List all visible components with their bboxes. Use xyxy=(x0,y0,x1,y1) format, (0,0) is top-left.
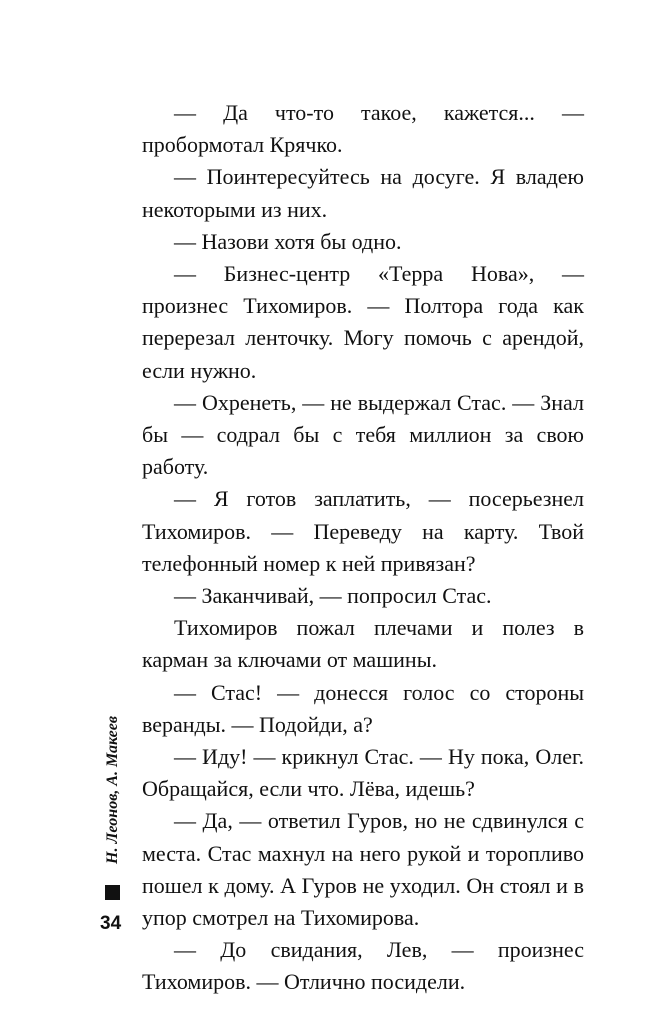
body-text xyxy=(142,97,584,999)
paragraph: — Я готов заплатить, — посерьезнел Тихомиров. — Переведу на карту. Твой телефонный номер к ней привязан? xyxy=(142,486,584,576)
paragraph: — Стас! — донесся голос со стороны веранды. — Подойди, а? xyxy=(142,679,584,737)
paragraph: — Бизнес-центр «Терра Нова», — произнес Тихомиров. — Полтора года как перерезал ленточку. Могу помочь с арендой, если нужно. xyxy=(142,261,584,383)
paragraph: — Да, — ответил Гуров, но не сдвинулся с места. Стас махнул на него рукой и торопливо пошел к дому. А Гуров не уходил. Он стоял и в упор смотрел на Тихомирова. xyxy=(142,808,584,931)
paragraph: Тихомиров пожал плечами и полез в карман за ключами от машины. xyxy=(142,615,584,673)
paragraph: — Иду! — крикнул Стас. — Ну пока, Олег. Обращайся, если что. Лёва, идешь? xyxy=(142,744,584,802)
paragraph: — Да что-то такое, кажется... — пробормотал Крячко. xyxy=(142,100,584,158)
paragraph: — Заканчивай, — попросил Стас. xyxy=(174,583,492,609)
paragraph: — Назови хотя бы одно. xyxy=(174,228,402,254)
paragraph: — До свидания, Лев, — произнес Тихомиров. — Отлично посидели. xyxy=(142,937,584,995)
square-marker-icon xyxy=(105,885,120,900)
paragraph: — Поинтересуйтесь на досуге. Я владею некоторыми из них. xyxy=(142,164,584,222)
page-number: 34 xyxy=(100,913,122,934)
paragraph: — Охренеть, — не выдержал Стас. — Знал бы — содрал бы с тебя миллион за свою работу. xyxy=(142,389,584,480)
running-head-author: Н. Леонов, А. Макеев xyxy=(104,716,121,864)
